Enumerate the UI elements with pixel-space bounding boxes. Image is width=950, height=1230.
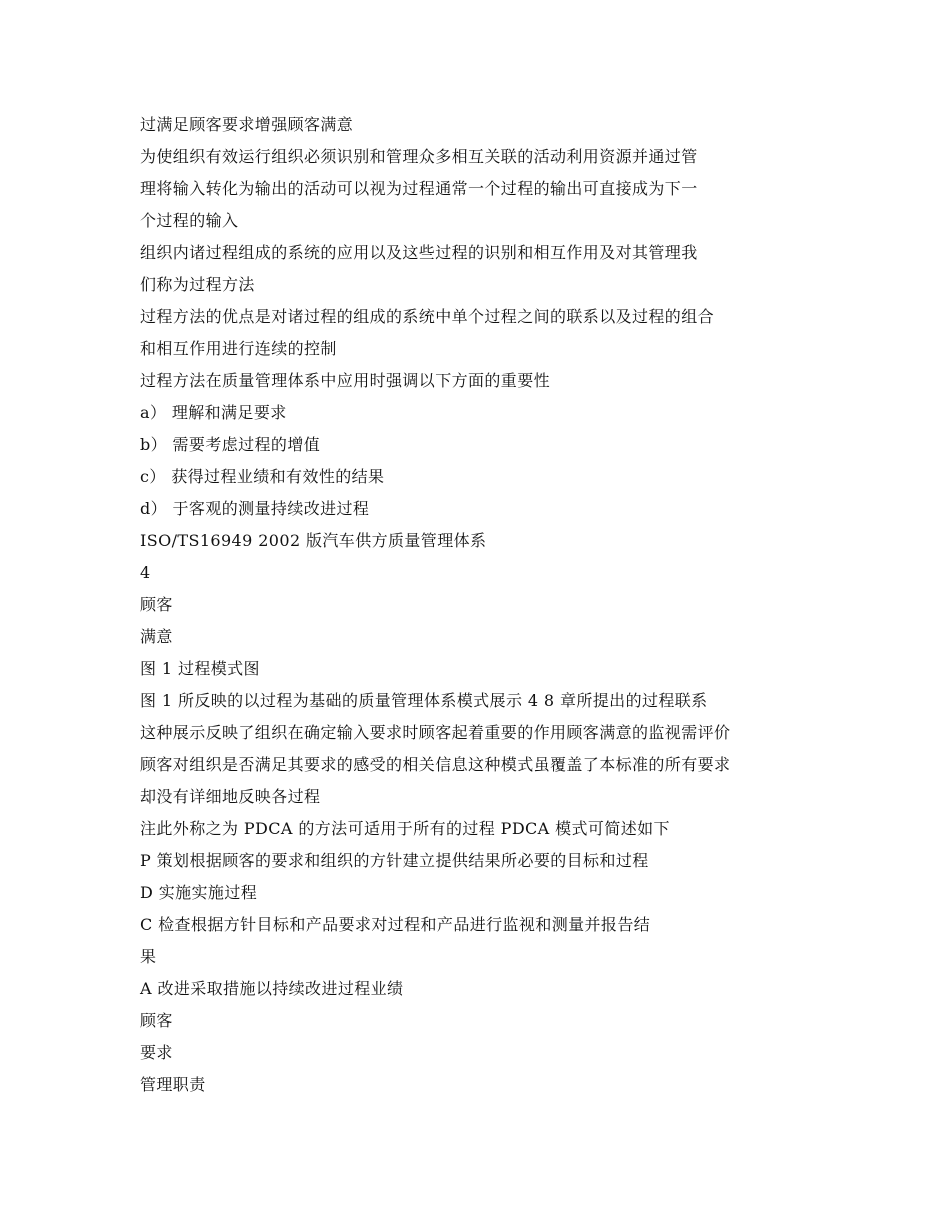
text-line: 图 1 所反映的以过程为基础的质量管理体系模式展示 4 8 章所提出的过程联系 [140, 691, 708, 710]
text-line: 们称为过程方法 [140, 275, 255, 294]
pdca-item-p: P 策划根据顾客的要求和组织的方针建立提供结果所必要的目标和过程 [140, 851, 649, 870]
text-line: 过程方法在质量管理体系中应用时强调以下方面的重要性 [140, 371, 551, 390]
text-line: 个过程的输入 [140, 211, 239, 230]
pdca-item-a: A 改进采取措施以持续改进过程业绩 [140, 979, 404, 998]
text-line: 却没有详细地反映各过程 [140, 787, 321, 806]
text-line: 和相互作用进行连续的控制 [140, 339, 337, 358]
list-item-b: b） 需要考虑过程的增值 [140, 435, 321, 454]
document-heading: ISO/TS16949 2002 版汽车供方质量管理体系 [140, 531, 487, 550]
text-line: 过满足顾客要求增强顾客满意 [140, 115, 354, 134]
pdca-item-c-continued: 果 [140, 947, 157, 966]
note-line: 注此外称之为 PDCA 的方法可适用于所有的过程 PDCA 模式可简述如下 [140, 819, 670, 838]
text-line: 为使组织有效运行组织必须识别和管理众多相互关联的活动利用资源并通过管 [140, 147, 698, 166]
list-item-d: d） 于客观的测量持续改进过程 [140, 499, 370, 518]
diagram-label: 顾客 [140, 1011, 173, 1030]
text-line: 组织内诸过程组成的系统的应用以及这些过程的识别和相互作用及对其管理我 [140, 243, 698, 262]
text-line: 理将输入转化为输出的活动可以视为过程通常一个过程的输出可直接成为下一 [140, 179, 698, 198]
figure-caption: 图 1 过程模式图 [140, 659, 260, 678]
list-item-a: a） 理解和满足要求 [140, 403, 287, 422]
diagram-label: 要求 [140, 1043, 173, 1062]
list-item-c: c） 获得过程业绩和有效性的结果 [140, 467, 385, 486]
diagram-label: 顾客 [140, 595, 173, 614]
diagram-label: 管理职责 [140, 1075, 206, 1094]
page-number: 4 [140, 563, 151, 582]
pdca-item-c: C 检查根据方针目标和产品要求对过程和产品进行监视和测量并报告结 [140, 915, 651, 934]
diagram-label: 满意 [140, 627, 173, 646]
text-line: 这种展示反映了组织在确定输入要求时顾客起着重要的作用顾客满意的监视需评价 [140, 723, 731, 742]
document-text-block [140, 111, 840, 1103]
text-line: 顾客对组织是否满足其要求的感受的相关信息这种模式虽覆盖了本标准的所有要求 [140, 755, 731, 774]
pdca-item-d: D 实施实施过程 [140, 883, 258, 902]
text-line: 过程方法的优点是对诸过程的组成的系统中单个过程之间的联系以及过程的组合 [140, 307, 715, 326]
